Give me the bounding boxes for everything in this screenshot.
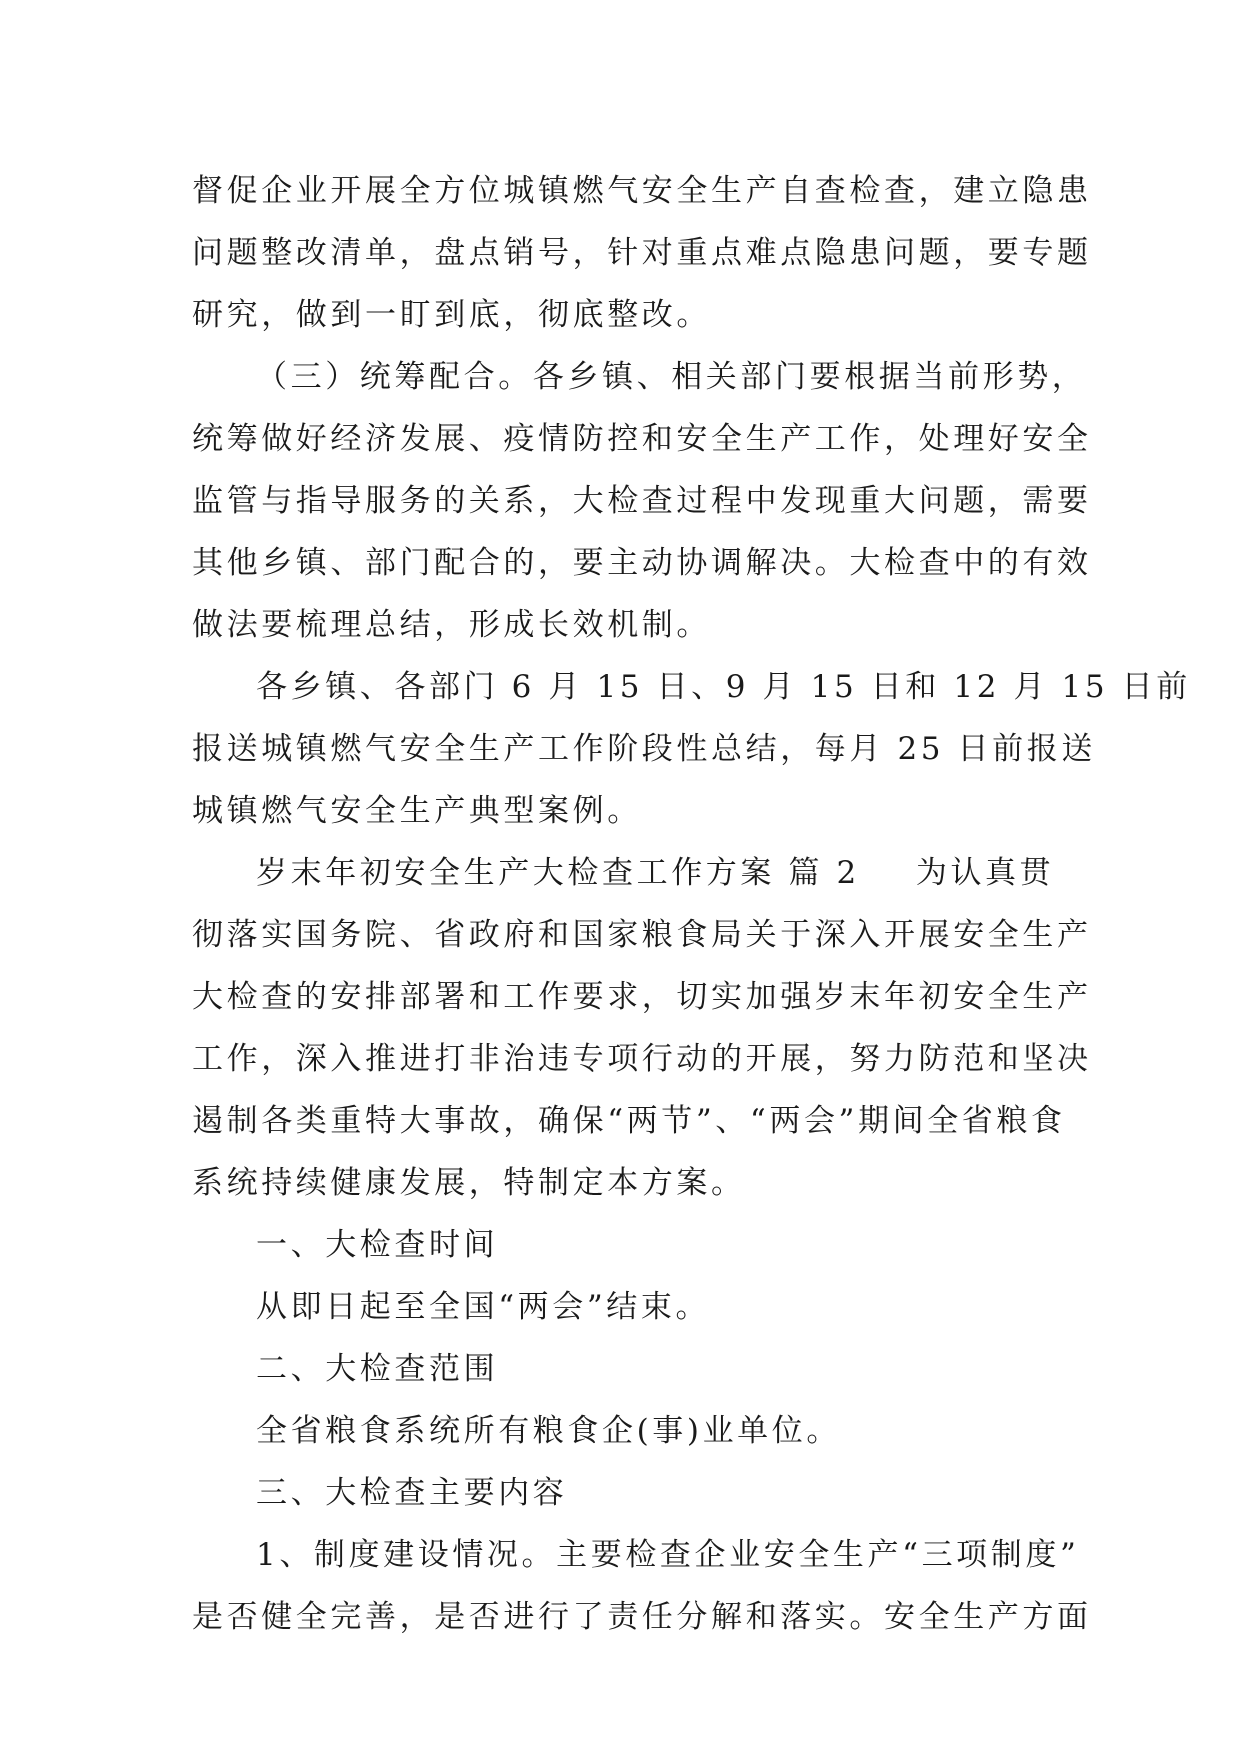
text-line: 问题整改清单，盘点销号，针对重点难点隐患问题，要专题 xyxy=(192,235,1092,271)
text-line: （三）统筹配合。各乡镇、相关部门要根据当前形势， xyxy=(256,359,1087,395)
text-line: 报送城镇燃气安全生产工作阶段性总结，每月 25 日前报送 xyxy=(192,731,1096,767)
text-line: 彻落实国务院、省政府和国家粮食局关于深入开展安全生产 xyxy=(192,917,1092,953)
text-line: 其他乡镇、部门配合的，要主动协调解决。大检查中的有效 xyxy=(192,545,1092,581)
text-line: 是否健全完善，是否进行了责任分解和落实。安全生产方面 xyxy=(192,1599,1092,1635)
text-line: 做法要梳理总结，形成长效机制。 xyxy=(192,607,711,643)
subheading: 三、大检查主要内容 xyxy=(256,1475,568,1511)
text-line: 城镇燃气安全生产典型案例。 xyxy=(192,793,642,829)
text-line: 1、制度建设情况。主要检查企业安全生产“三项制度” xyxy=(256,1537,1080,1573)
text-line: 全省粮食系统所有粮食企(事)业单位。 xyxy=(256,1413,841,1449)
text-line: 从即日起至全国“两会”结束。 xyxy=(256,1289,711,1325)
subheading: 一、大检查时间 xyxy=(256,1227,499,1263)
text-line: 工作，深入推进打非治违专项行动的开展，努力防范和坚决 xyxy=(192,1041,1092,1077)
text-line: 研究，做到一盯到底，彻底整改。 xyxy=(192,297,711,333)
section-intro-start: 为认真贯 xyxy=(915,855,1055,891)
text-line: 各乡镇、各部门 6 月 15 日、9 月 15 日和 12 月 15 日前 xyxy=(256,669,1191,705)
text-line: 统筹做好经济发展、疫情防控和安全生产工作，处理好安全 xyxy=(192,421,1092,457)
subheading: 二、大检查范围 xyxy=(256,1351,499,1387)
text-line: 大检查的安排部署和工作要求，切实加强岁末年初安全生产 xyxy=(192,979,1092,1015)
text-line: 督促企业开展全方位城镇燃气安全生产自查检查，建立隐患 xyxy=(192,173,1092,209)
body-text xyxy=(192,160,1191,1648)
text-line: 监管与指导服务的关系，大检查过程中发现重大问题，需要 xyxy=(192,483,1092,519)
text-line: 遏制各类重特大事故，确保“两节”、“两会”期间全省粮食 xyxy=(192,1103,1066,1139)
section-heading-line xyxy=(192,842,1055,904)
text-line: 系统持续健康发展，特制定本方案。 xyxy=(192,1165,746,1201)
section-heading: 岁末年初安全生产大检查工作方案 篇 2 xyxy=(256,855,860,891)
